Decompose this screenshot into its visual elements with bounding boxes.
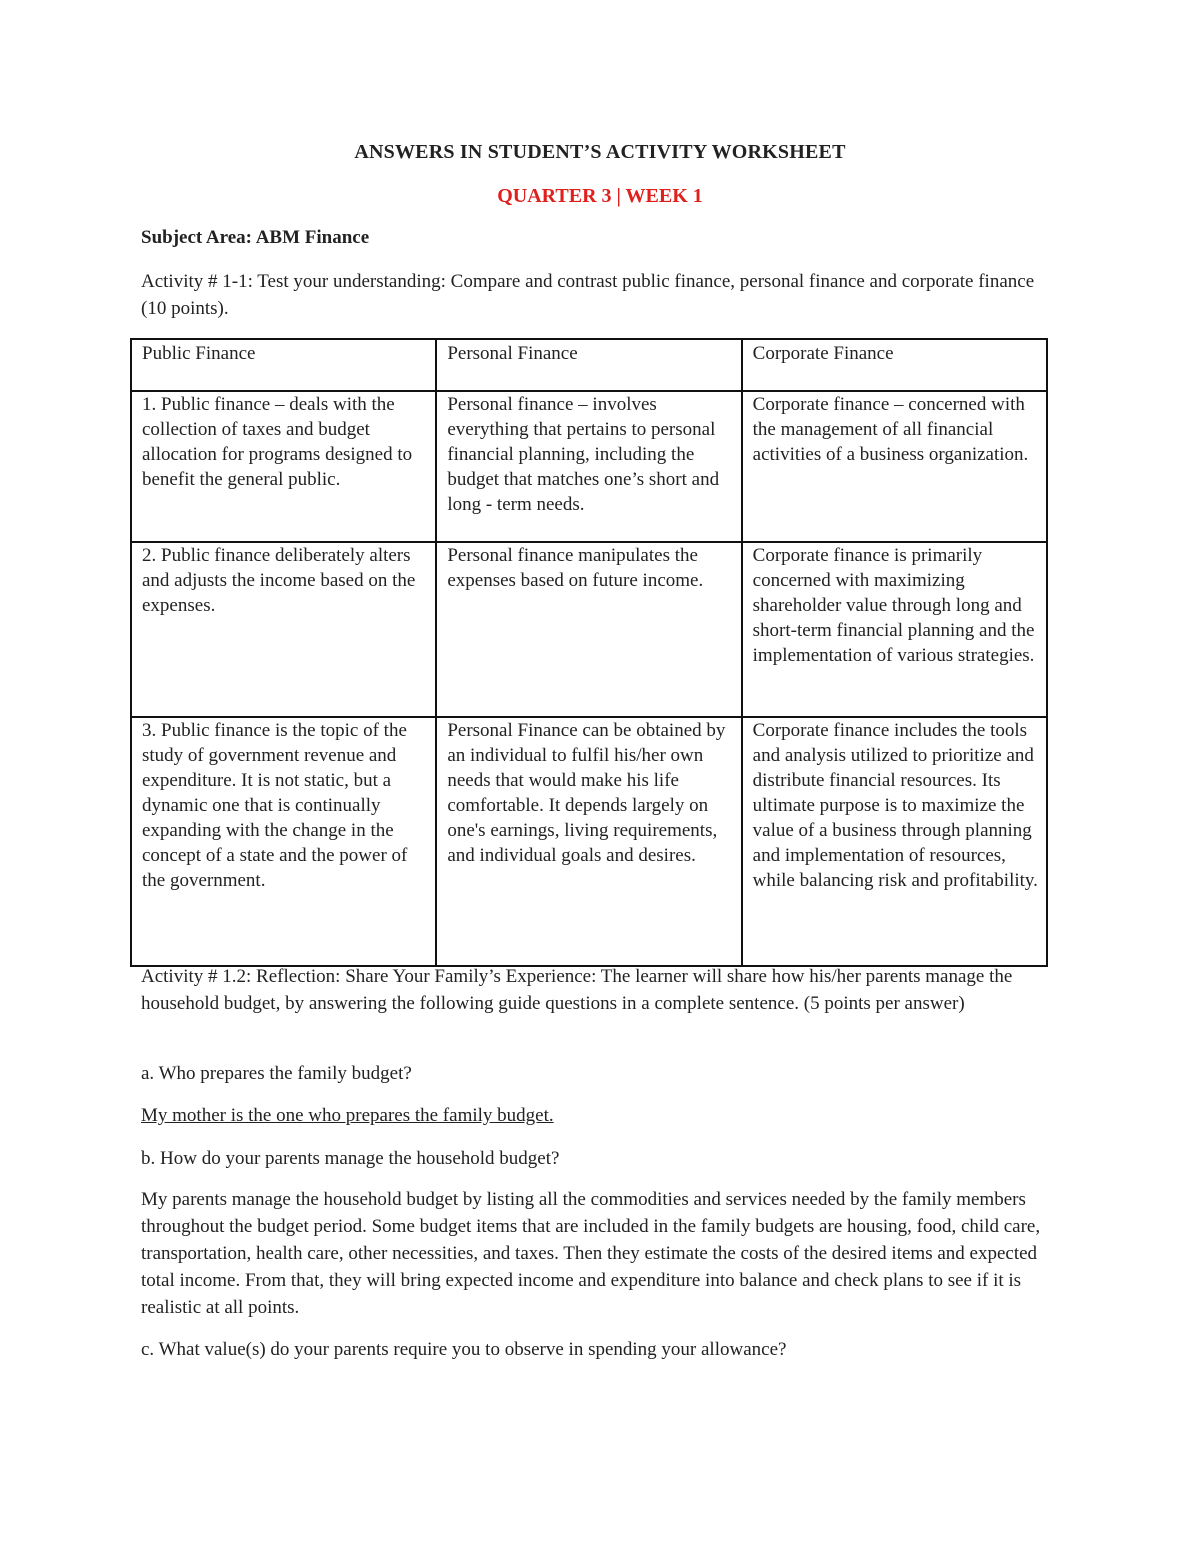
activity-1-instruction: Activity # 1-1: Test your understanding: Compare and contrast public finance, personal finance and corporate finance (10 points). bbox=[141, 271, 1035, 319]
table-cell: Corporate finance includes the tools and analysis utilized to prioritize and distribute financial resources. Its ultimate purpose is to maximize the value of a business through planning and implementation of resources, while balancing risk and profitability. bbox=[742, 717, 1047, 966]
table-header-row bbox=[131, 339, 1047, 391]
document-title: ANSWERS IN STUDENT’S ACTIVITY WORKSHEET bbox=[354, 141, 846, 163]
header-public-finance: Public Finance bbox=[131, 339, 436, 391]
table-cell: 3. Public finance is the topic of the study of government revenue and expenditure. It is not static, but a dynamic one that is continually expanding with the change in the concept of a state and the power of the government. bbox=[131, 717, 436, 966]
question-b: b. How do your parents manage the household budget? bbox=[141, 1148, 560, 1169]
answer-a: My mother is the one who prepares the family budget. bbox=[141, 1105, 554, 1126]
table-cell: Personal Finance can be obtained by an individual to fulfil his/her own needs that would make his life comfortable. It depends largely on one's earnings, living requirements, and individual goals and desires. bbox=[436, 717, 741, 966]
header-corporate-finance: Corporate Finance bbox=[742, 339, 1047, 391]
answer-b: My parents manage the household budget by listing all the commodities and services needed by the family members throughout the budget period. Some budget items that are included in the family budgets are housing, food, child care, transportation, health care, other necessities, and taxes. Then they estimate the costs of the desired items and expected total income. From that, they will bring expected income and expenditure into balance and check plans to see if it is realistic at all points. bbox=[141, 1189, 1041, 1318]
activity-2-instruction: Activity # 1.2: Reflection: Share Your Family’s Experience: The learner will share how his/her parents manage the household budget, by answering the following guide questions in a complete sentence. (5 points per answer) bbox=[141, 966, 1013, 1014]
table-cell: 2. Public finance deliberately alters and adjusts the income based on the expenses. bbox=[131, 542, 436, 717]
table-cell: Corporate finance – concerned with the management of all financial activities of a business organization. bbox=[742, 391, 1047, 542]
table-cell: Corporate finance is primarily concerned with maximizing shareholder value through long and short-term financial planning and the implementation of various strategies. bbox=[742, 542, 1047, 717]
table-cell: Personal finance manipulates the expenses based on future income. bbox=[436, 542, 741, 717]
table-row bbox=[131, 391, 1047, 542]
finance-comparison-table bbox=[130, 338, 1048, 967]
header-personal-finance: Personal Finance bbox=[436, 339, 741, 391]
table-row bbox=[131, 542, 1047, 717]
quarter-week-subtitle: QUARTER 3 | WEEK 1 bbox=[497, 185, 703, 207]
question-a: a. Who prepares the family budget? bbox=[141, 1063, 412, 1084]
table-cell: Personal finance – involves everything that pertains to personal financial planning, including the budget that matches one’s short and long - term needs. bbox=[436, 391, 741, 542]
table-row bbox=[131, 717, 1047, 966]
table-cell: 1. Public finance – deals with the collection of taxes and budget allocation for programs designed to benefit the general public. bbox=[131, 391, 436, 542]
question-c: c. What value(s) do your parents require you to observe in spending your allowance? bbox=[141, 1339, 787, 1360]
subject-area: Subject Area: ABM Finance bbox=[141, 227, 370, 248]
